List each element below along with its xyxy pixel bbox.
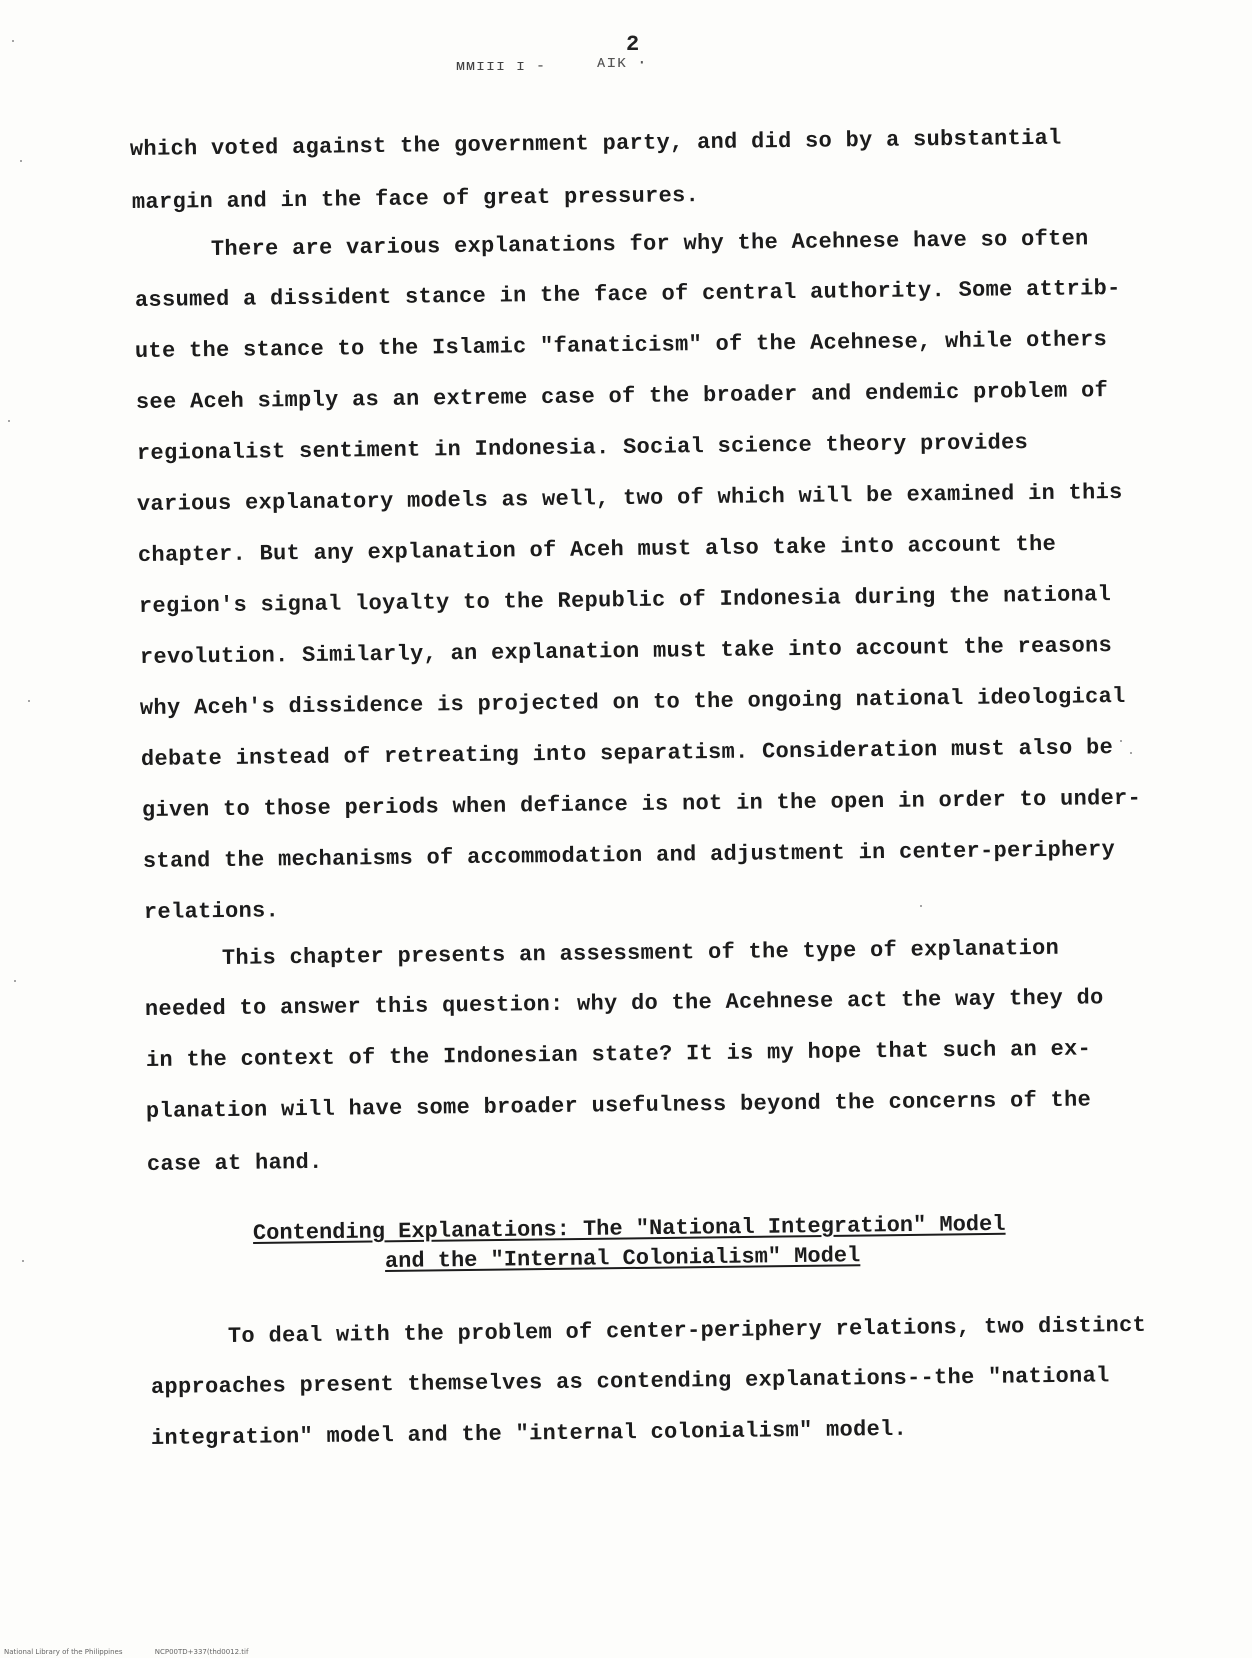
text-line: region's signal loyalty to the Republic of Indonesia during the national bbox=[138, 582, 1112, 619]
page-header bbox=[440, 30, 700, 90]
scan-speck bbox=[8, 420, 10, 422]
text-line: case at hand. bbox=[146, 1149, 323, 1177]
text-line: This chapter presents an assessment of the type of explanation bbox=[221, 935, 1060, 971]
header-scribble: ᴍᴍɪɪɪ ɪ - bbox=[456, 58, 547, 75]
footer-library: National Library of the Philippines bbox=[4, 1648, 123, 1656]
scan-speck bbox=[28, 700, 30, 702]
text-line: revolution. Similarly, an explanation must take into account the reasons bbox=[139, 633, 1113, 670]
text-line: stand the mechanisms of accommodation and adjustment in center-periphery bbox=[142, 837, 1116, 874]
footer-file: NCP00TD+337(thd0012.tif bbox=[154, 1648, 249, 1656]
page-number: 2 bbox=[626, 32, 640, 57]
text-line: assumed a dissident stance in the face of central authority. Some attrib- bbox=[134, 275, 1121, 313]
scan-speck bbox=[22, 1260, 24, 1262]
text-line: chapter. But any explanation of Aceh must also take into account the bbox=[137, 531, 1057, 568]
text-line: relations. bbox=[143, 898, 280, 925]
text-line: To deal with the problem of center-periphery relations, two distinct bbox=[227, 1312, 1147, 1349]
scan-speck bbox=[12, 40, 14, 42]
scan-footer bbox=[4, 1648, 278, 1656]
text-line: why Aceh's dissidence is projected on to the ongoing national ideological bbox=[139, 683, 1126, 721]
text-line: ute the stance to the Islamic "fanaticism" of the Acehnese, while others bbox=[134, 327, 1108, 364]
text-line: in the context of the Indonesian state? It is my hope that such an ex- bbox=[145, 1036, 1092, 1073]
text-line: see Aceh simply as an extreme case of the broader and endemic problem of bbox=[135, 378, 1109, 415]
text-line: debate instead of retreating into separatism. Consideration must also be bbox=[140, 735, 1114, 772]
text-line: needed to answer this question: why do the Acehnese act the way they do bbox=[144, 985, 1104, 1022]
section-heading-line-1: Contending Explanations: The "National Integration" Model bbox=[252, 1211, 1006, 1246]
text-line: planation will have some broader usefulness beyond the concerns of the bbox=[145, 1087, 1092, 1124]
text-line: which voted against the government party, and did so by a substantial bbox=[129, 125, 1062, 162]
text-line: There are various explanations for why the Acehnese have so often bbox=[210, 226, 1089, 262]
scan-speck bbox=[1130, 752, 1132, 754]
scan-speck bbox=[20, 160, 22, 162]
section-heading-line-2: and the "Internal Colonialism" Model bbox=[384, 1243, 861, 1274]
text-line: integration" model and the "internal colonialism" model. bbox=[150, 1416, 908, 1451]
scan-speck bbox=[920, 905, 922, 907]
header-mark: ᴀɪᴋ · bbox=[596, 54, 648, 73]
text-line: given to those periods when defiance is not in the open in order to under- bbox=[141, 785, 1142, 823]
scan-speck bbox=[1120, 740, 1122, 742]
text-line: approaches present themselves as contending explanations--the "national bbox=[150, 1363, 1110, 1400]
text-line: regionalist sentiment in Indonesia. Social science theory provides bbox=[136, 430, 1029, 466]
scan-speck bbox=[14, 980, 16, 982]
text-line: margin and in the face of great pressures. bbox=[131, 183, 700, 215]
text-line: various explanatory models as well, two of which will be examined in this bbox=[136, 479, 1123, 517]
